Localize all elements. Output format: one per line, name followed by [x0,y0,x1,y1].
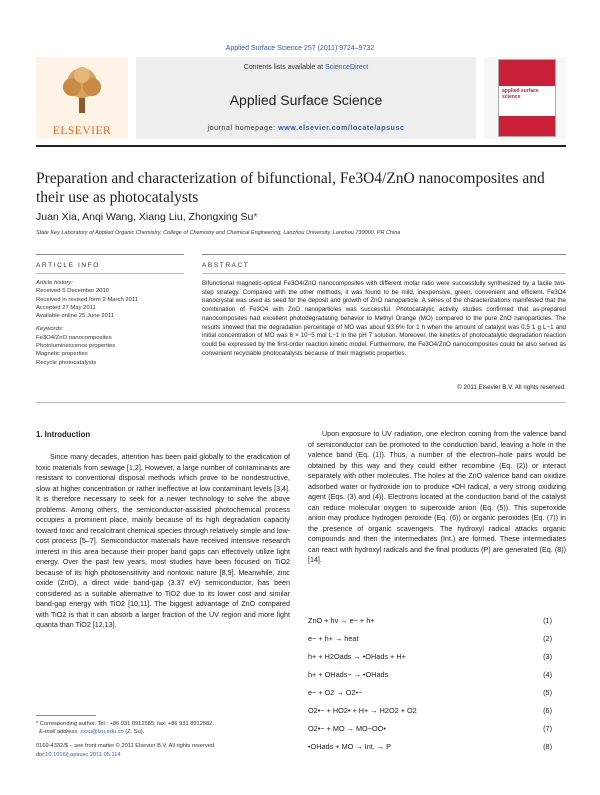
sciencedirect-link[interactable]: ScienceDirect [325,64,369,71]
footnote [36,720,290,759]
equation-expression: e− + O2 → O2•− [308,688,363,697]
equation-expression: e− + h+ → heat [308,634,359,643]
masthead-rule [36,145,566,147]
publisher-name: ELSEVIER [52,125,112,137]
intro-column-left [36,452,290,631]
article-info-subrule [36,273,184,274]
equation [308,670,552,679]
equation-expression: h+ + H2Oads → •OHads + H+ [308,652,406,661]
article-info-heading: ARTICLE INFO [36,262,100,269]
article-title: Preparation and characterization of bifunctional, Fe3O4/ZnO nanocomposites and their use as photocatalysts [36,170,545,206]
affiliation: State Key Laboratory of Applied Organic Chemistry, College of Chemistry and Chemical Engineering, Lanzhou University, Lanzhou 730000, PR China [36,230,401,236]
equation [308,652,552,661]
email-label: E-mail address: [39,729,79,736]
email-line [36,728,290,736]
equation [308,706,552,715]
equation-number: (4) [543,670,552,679]
keyword: Recycle photocatalysts [36,359,97,366]
elsevier-logo [36,57,128,139]
email-suffix: (Z. Su). [125,729,145,736]
email-link[interactable]: zxsu@lzu.edu.cn [80,729,124,736]
equation-expression: ZnO + hν → e− + h+ [308,616,375,625]
equation-expression: O2•− + HO2• + H+ → H2O2 + O2 [308,706,417,715]
equation-expression: O2•− + MO → MO−OO• [308,724,386,733]
keyword: Photoluminescence properties [36,343,116,350]
history-item: Accepted 27 May 2011 [36,304,96,311]
history-label: Article history: [36,280,73,286]
equation-number: (8) [543,742,552,751]
history-item: Received in revised form 2 March 2011 [36,296,139,303]
author-list [36,211,257,223]
equation-expression: h+ + OHads− → •OHads [308,670,389,679]
journal-homepage [136,125,476,132]
cover-image [498,59,556,137]
footnote-rule [36,715,96,716]
journal-cover [484,57,566,139]
masthead-center [136,57,476,139]
doi-line [36,751,290,759]
equation [308,616,552,625]
equation-number: (6) [543,706,552,715]
history-item: Available online 25 June 2011 [36,313,115,320]
equation-number: (3) [543,652,552,661]
copyright: © 2011 Elsevier B.V. All rights reserved. [457,384,566,391]
equation [308,634,552,643]
journal-citation: Applied Surface Science 257 (2011) 9724–9732 [225,45,375,52]
contents-prefix: Contents lists available at [243,64,326,71]
equation [308,688,552,697]
equation [308,724,552,733]
keywords-label: Keywords: [36,326,64,333]
masthead [36,57,566,139]
homepage-link[interactable]: www.elsevier.com/locate/apsusc [278,125,405,132]
corresponding-author-mark[interactable]: * [253,211,258,223]
article-history [36,279,186,367]
contents-line [136,64,476,71]
abstract-body: Bifunctional magnetic-optical Fe3O4/ZnO nanocomposites with different molar ratio were successfully synthesized by a facile two-step strategy. Compared with the other methods, it was found to be mild, inexpensive, green, convenient and efficient. Fe3O4 nanocrystal was used as seed for the deposit and growth of ZnO nanoparticle. A series of the characterizations manifested that the combination of Fe3O4 with ZnO nanoparticles was successful. Photocatalytic activity studies confirmed that as-prepared nanocomposites had excellent photodegradating behavior to Methyl Orange (MO) compared to the pure ZnO nanoparticles. The results showed that the degradation percentage of MO was about 93.6% for 1 h when the amount of catalyst was 0.5 1 g L−1 and initial concentration of MO was 6 × 10−5 mol L−1 in the pH 7 solution. Moreover, the kinetics of photocatalytic degradation reaction could be expressed by the first-order reaction kinetic model. Furthermore, the Fe3O4/ZnO nanocomposites could be also served as convenient recyclable photocatalysts because of their magnetic properties. [202,280,566,357]
equation-number: (1) [543,616,552,625]
section-heading-introduction: 1. Introduction [36,430,91,439]
cover-title: applied surface science [502,88,539,100]
tree-icon [56,63,108,115]
history-item: Received 5 December 2010 [36,288,110,295]
keyword: Magnetic properties [36,351,88,358]
equation [308,742,552,751]
article-info-rule [36,254,184,255]
intro-paragraph-2: Upon exposure to UV radiation, one electron coming from the valence band of semiconductor can be promoted to the conduction band, leaving a hole in the valence band (Eq. (1)). Thus, a number of the electron–hole pairs would be obtained by this way and they could either recombine (Eq. (2)) or interact separately with other molecules. The holes at the ZnO valence band can oxidize adsorbed water or hydroxide ion to produce •OH radical, a very strong oxidizing agent (Eqs. (3) and (4)). Electrons located at the conduction band of the catalyst can reduce molecular oxygen to superoxide anion (Eq. (5)). This superoxide anion may produce hydrogen peroxide (Eq. (6)) or organic peroxides (Eq. (7)) in the presence of organic scavengers. The hydroxyl radical attacks organic compounds and then the intermediates (Int.) are formed. These intermediates can react with hydroxyl radicals and the final products (P) are generated (Eq. (8)) [14]. [308,430,566,564]
issn-line: 0169-4332/$ – see front matter © 2011 Elsevier B.V. All rights reserved. [36,743,216,750]
equation-number: (5) [543,688,552,697]
abstract-subrule [202,273,566,274]
equation-number: (2) [543,634,552,643]
equation-number: (7) [543,724,552,733]
abstract-rule [202,254,566,255]
keyword: Fe3O4/ZnO nanocomposites [36,334,112,341]
abstract-heading: ABSTRACT [202,262,250,269]
doi-link[interactable]: 10.1016/j.apsusc.2011.05.114 [45,751,121,758]
homepage-prefix: journal homepage: [207,125,279,132]
journal-name: Applied Surface Science [229,92,383,108]
intro-paragraph-1: Since many decades, attention has been paid globally to the eradication of toxic materials from sewage [1,2]. However, a large number of contaminants are resistant to conventional disposal methods which prove to be nondestructive, slow at higher concentration or rather ineffective at low contaminant levels [3,4]. It is therefore necessary to seek for a newer technology to solve the above problems. Among others, the semiconductor-assisted photochemical process occupies a prominent place, mainly because of its high degradation capacity toward toxic and recalcitrant chemical species through relatively simple and low-cost process [5–7]. Semiconductor materials have received intensive research interest in this area because their proper band gaps can effectively utilize light energy. Over the past few years, most studies have been focused on TiO2 because of its high photosensitivity and nontoxic nature [8,9]. Meanwhile, zinc oxide (ZnO), a direct wide band-gap (3.37 eV) semiconductor, has been considered as a suitable alternative to TiO2 due to its lower cost and similar band-gap energy with TiO2 [10,11]. The biggest advantage of ZnO compared with TiO2 is that it can absorb a larger fraction of the UV region and more light quanta than TiO2 [12,13]. [36,453,290,629]
doi-prefix: doi: [36,751,46,758]
intro-column-right [308,429,566,566]
corresponding-author-note: * Corresponding author. Tel.: +86 931 8912585; fax: +86 931 8912582. [36,721,214,727]
authors: Juan Xia, Anqi Wang, Xiang Liu, Zhongxing Su [36,211,254,223]
equation-expression: •OHads + MO → Int. → P [308,742,392,751]
abstract-end-rule [36,402,566,403]
